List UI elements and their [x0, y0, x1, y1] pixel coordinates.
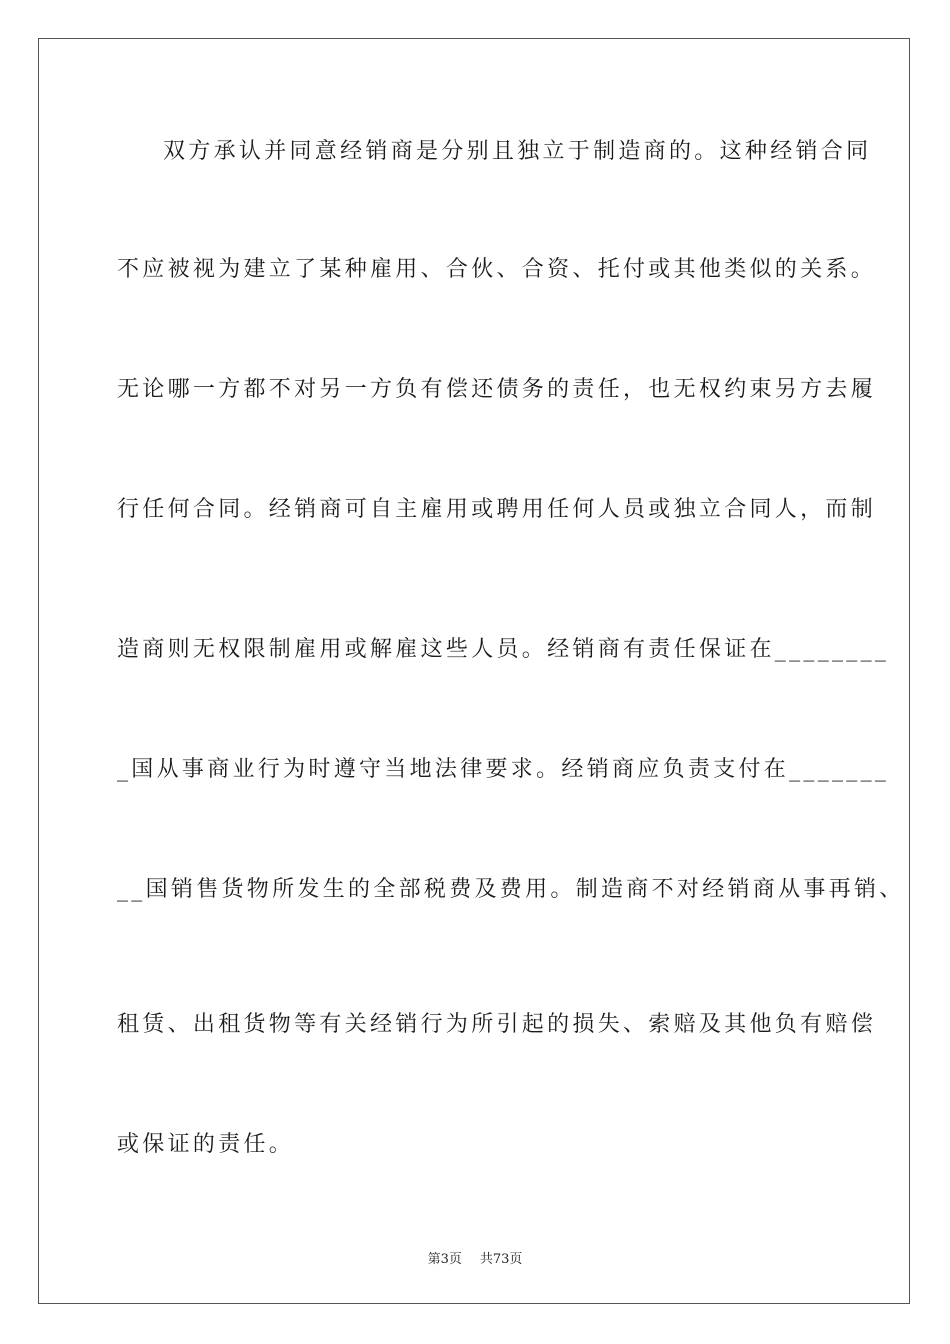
- paragraph-line-5: 造商则无权限制雇用或解雇这些人员。经销商有责任保证在________: [117, 637, 890, 662]
- paragraph-line-9: 或保证的责任。: [117, 1132, 295, 1157]
- paragraph-line-1: 双方承认并同意经销商是分别且独立于制造商的。这种经销合同: [163, 139, 872, 164]
- paragraph-line-4: 行任何合同。经销商可自主雇用或聘用任何人员或独立合同人，而制: [117, 497, 877, 522]
- paragraph-line-8: 租赁、出租货物等有关经销行为所引起的损失、索赔及其他负有赔偿: [117, 1012, 877, 1037]
- paragraph-line-3: 无论哪一方都不对另一方负有偿还债务的责任，也无权约束另方去履: [117, 377, 877, 402]
- paragraph-line-2: 不应被视为建立了某种雇用、合伙、合资、托付或其他类似的关系。: [117, 257, 877, 282]
- page-border: [38, 38, 910, 1304]
- paragraph-line-6: _国从事商业行为时遵守当地法律要求。经销商应负责支付在_______: [117, 757, 890, 782]
- page-footer: [0, 1248, 950, 1267]
- page-number: 第3页: [427, 1252, 462, 1267]
- total-pages: 共73页: [479, 1252, 523, 1267]
- paragraph-line-7: __国销售货物所发生的全部税费及费用。制造商不对经销商从事再销、: [117, 877, 905, 902]
